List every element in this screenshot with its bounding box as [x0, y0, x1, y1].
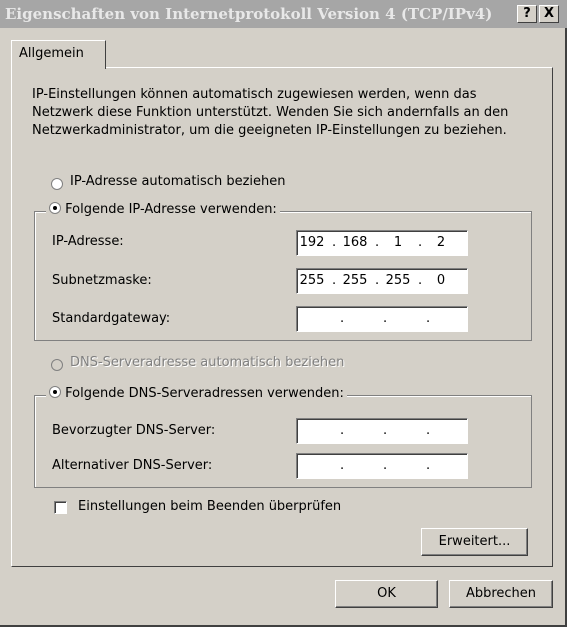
ip-octet: 0 — [436, 273, 446, 288]
help-button[interactable]: ? — [517, 5, 537, 23]
close-button[interactable]: X — [539, 5, 559, 23]
ip-manual-legend — [46, 201, 280, 217]
ip-separator: . — [383, 423, 388, 438]
ip-octet: 255 — [385, 273, 411, 288]
validate-settings-label[interactable]: Einstellungen beim Beenden überprüfen — [78, 499, 342, 514]
ip-address-label: IP-Adresse: — [52, 234, 124, 249]
advanced-button[interactable]: Erweitert... — [421, 528, 528, 556]
validate-settings-checkbox[interactable] — [54, 501, 67, 514]
ip-manual-radio-label[interactable]: Folgende IP-Adresse verwenden: — [65, 202, 277, 217]
ip-octet: 1 — [393, 235, 403, 250]
dns-manual-radio-label[interactable]: Folgende DNS-Serveradressen verwenden: — [65, 386, 344, 401]
radio-selected-dot — [53, 206, 57, 210]
ip-separator: . — [383, 311, 388, 326]
ip-separator: . — [426, 458, 431, 473]
ip-separator: . — [418, 235, 423, 250]
ip-auto-radio-label[interactable]: IP-Adresse automatisch beziehen — [70, 174, 286, 189]
default-gateway-label: Standardgateway: — [52, 311, 171, 326]
dns-auto-radio[interactable] — [51, 359, 63, 371]
tab-allgemein[interactable]: Allgemein — [11, 40, 106, 69]
ip-address-field[interactable] — [296, 230, 468, 256]
alternate-dns-label: Alternativer DNS-Server: — [52, 458, 213, 473]
ip-octet: 255 — [342, 273, 368, 288]
ip-separator: . — [375, 273, 380, 288]
radio-selected-dot — [53, 390, 57, 394]
ip-manual-radio[interactable] — [49, 202, 61, 214]
ok-button[interactable]: OK — [335, 580, 438, 608]
ip-octet: 2 — [436, 235, 446, 250]
ip-octet: 255 — [299, 273, 325, 288]
cancel-button[interactable]: Abbrechen — [449, 580, 553, 608]
ip-separator: . — [383, 458, 388, 473]
ip-separator: . — [340, 423, 345, 438]
alternate-dns-field[interactable] — [296, 453, 468, 479]
dns-manual-legend — [46, 385, 347, 401]
ip-separator: . — [418, 273, 423, 288]
title-bar[interactable] — [0, 0, 567, 28]
dns-auto-radio-label[interactable]: DNS-Serveradresse automatisch beziehen — [70, 355, 345, 370]
ip-auto-radio[interactable] — [51, 178, 63, 190]
ip-separator: . — [426, 423, 431, 438]
preferred-dns-field[interactable] — [296, 418, 468, 444]
ip-separator: . — [375, 235, 380, 250]
ip-octet: 192 — [299, 235, 325, 250]
window-title: Eigenschaften von Internetprotokoll Version 4 (TCP/IPv4) — [5, 5, 493, 23]
subnet-mask-label: Subnetzmaske: — [52, 273, 152, 288]
ip-octet: 168 — [342, 235, 368, 250]
dns-manual-radio[interactable] — [49, 386, 61, 398]
ip-separator: . — [332, 235, 337, 250]
default-gateway-field[interactable] — [296, 306, 468, 332]
ip-separator: . — [340, 458, 345, 473]
ip-separator: . — [332, 273, 337, 288]
description-text: IP-Einstellungen können automatisch zugewiesen werden, wenn das Netzwerk diese Funktion unterstützt. Wenden Sie sich andernfalls an den Netzwerkadministrator, um die geeigneten IP-Einstellungen zu beziehen. — [32, 87, 509, 138]
ip-separator: . — [340, 311, 345, 326]
ip-separator: . — [426, 311, 431, 326]
preferred-dns-label: Bevorzugter DNS-Server: — [52, 423, 216, 438]
subnet-mask-field[interactable] — [296, 268, 468, 294]
